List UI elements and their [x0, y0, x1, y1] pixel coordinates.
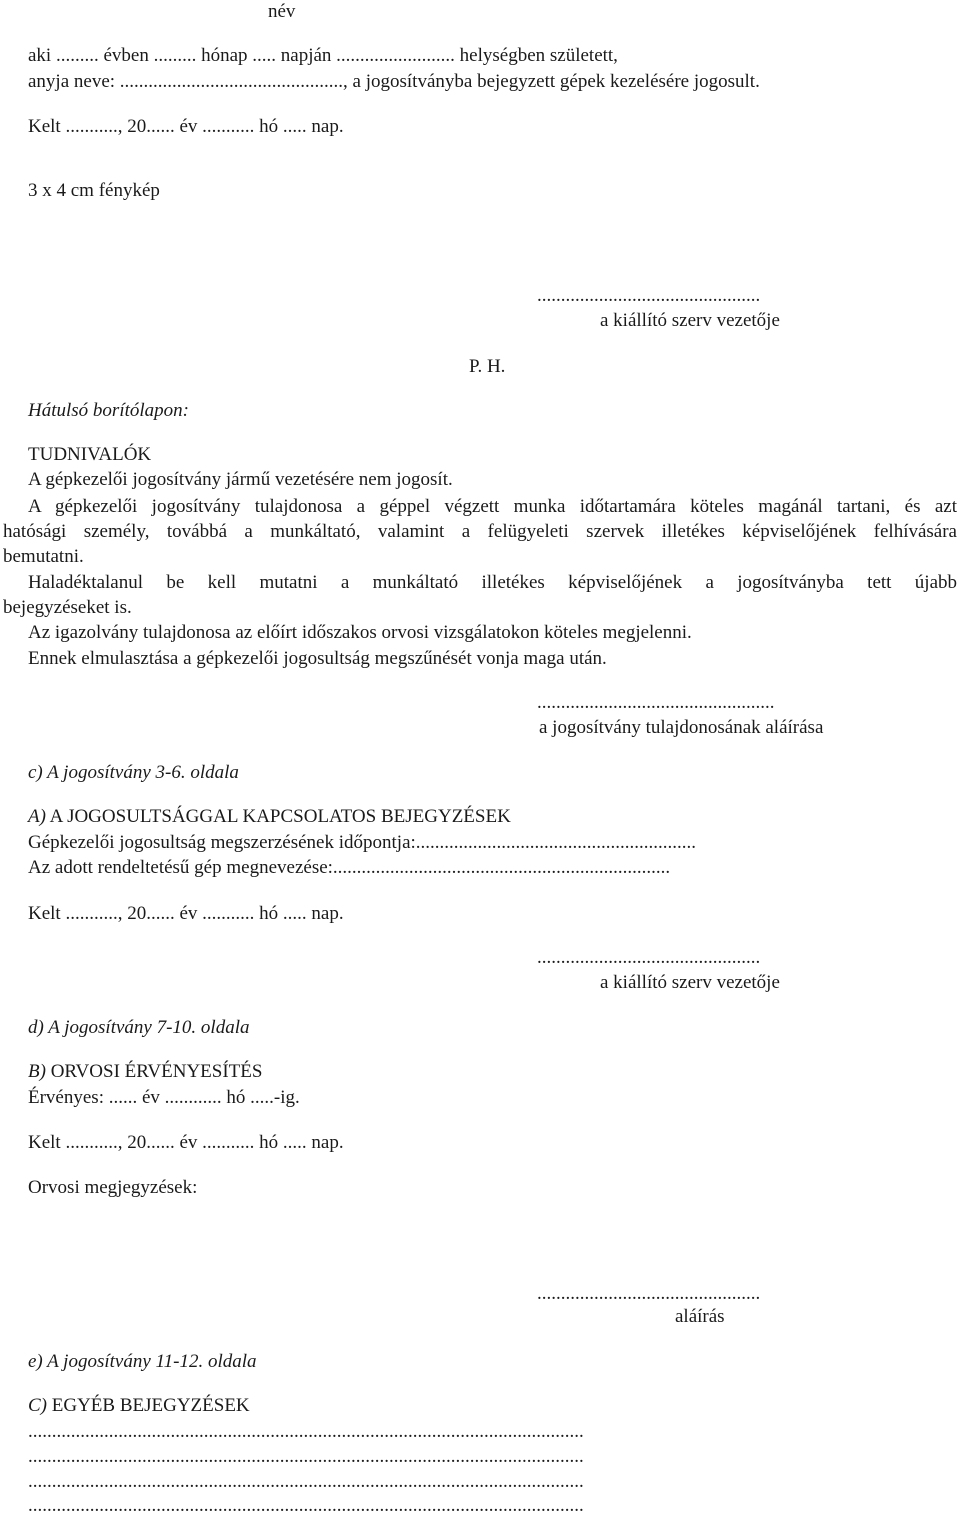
- photo-placeholder: 3 x 4 cm fénykép: [28, 180, 160, 201]
- holder-signature-label: a jogosítvány tulajdonosának aláírása: [539, 717, 824, 738]
- name-label: név: [268, 1, 296, 22]
- notice-paragraph-2-line-2: hatósági személy, továbbá a munkáltató, valamint a felügyeleti szervek illetékes képviselőjének felhívására: [3, 521, 957, 542]
- birth-line: aki ......... évben ......... hónap ..... napján ......................... helységben született,: [28, 45, 618, 66]
- issuer-label: a kiállító szerv vezetője: [600, 310, 780, 331]
- section-c-heading: c) A jogosítvány 3-6. oldala: [28, 762, 239, 783]
- notice-paragraph-2-line-3: bemutatni.: [3, 546, 84, 567]
- section-b-title-text: ORVOSI ÉRVÉNYESÍTÉS: [50, 1061, 263, 1082]
- section-a-title: [28, 806, 511, 828]
- machine-name-line: Az adott rendeltetésű gép megnevezése:.......................................................................: [28, 857, 671, 878]
- section-a-title-text: A JOGOSULTSÁGGAL KAPCSOLATOS BEJEGYZÉSEK: [49, 806, 511, 827]
- holder-signature-dots: ..................................................: [537, 692, 775, 713]
- validity-line: Érvényes: ...... év ............ hó .....-ig.: [28, 1087, 300, 1108]
- doctor-signature-label: aláírás: [675, 1306, 725, 1327]
- qualification-date-line: Gépkezelői jogosultság megszerzésének időpontja:...........................................................: [28, 832, 697, 853]
- section-c-issuer-label: a kiállító szerv vezetője: [600, 972, 780, 993]
- section-b-prefix: B): [28, 1061, 46, 1082]
- section-d-heading: d) A jogosítvány 7-10. oldala: [28, 1017, 250, 1038]
- other-entries-line-1: .....................................................................................................................: [28, 1421, 584, 1442]
- section-d-date-line: Kelt ..........., 20...... év ........... hó ..... nap.: [28, 1132, 344, 1153]
- notice-heading: TUDNIVALÓK: [28, 444, 152, 465]
- notice-paragraph-5: Ennek elmulasztása a gépkezelői jogosultság megszűnését vonja maga után.: [28, 648, 607, 669]
- back-cover-heading: Hátulsó borítólapon:: [28, 400, 189, 421]
- section-b-title: [28, 1061, 262, 1083]
- other-entries-line-4: .....................................................................................................................: [28, 1495, 584, 1516]
- medical-remarks-label: Orvosi megjegyzések:: [28, 1177, 198, 1198]
- other-entries-line-2: .....................................................................................................................: [28, 1446, 584, 1467]
- other-entries-line-3: .....................................................................................................................: [28, 1471, 584, 1492]
- notice-paragraph-3-line-1: Haladéktalanul be kell mutatni a munkáltató illetékes képviselőjének a jogosítványba tett újabb: [28, 572, 957, 593]
- section-c-issuer-dots: ...............................................: [537, 947, 761, 968]
- section-c-date-line: Kelt ..........., 20...... év ........... hó ..... nap.: [28, 903, 344, 924]
- notice-paragraph-3-line-2: bejegyzéseket is.: [3, 597, 132, 618]
- section-e-heading: e) A jogosítvány 11-12. oldala: [28, 1351, 257, 1372]
- doctor-signature-dots: ...............................................: [537, 1283, 761, 1304]
- section-a-prefix: A): [28, 806, 46, 827]
- notice-paragraph-4: Az igazolvány tulajdonosa az előírt időszakos orvosi vizsgálatokon köteles megjelenni.: [28, 622, 692, 643]
- stamp-placeholder: P. H.: [469, 356, 506, 377]
- section-c-prefix: C): [28, 1395, 47, 1416]
- issuer-signature-dots: ...............................................: [537, 285, 761, 306]
- mother-name-line: anyja neve: ..............................................., a jogosítványba bejegyzett gépek kezelésére jogosult.: [28, 71, 760, 92]
- notice-paragraph-2-line-1: A gépkezelői jogosítvány tulajdonosa a géppel végzett munka időtartamára köteles magánál tartani, és azt: [28, 496, 957, 517]
- section-c-title: [28, 1395, 250, 1417]
- section-c-title-text: EGYÉB BEJEGYZÉSEK: [51, 1395, 250, 1416]
- date-line: Kelt ..........., 20...... év ........... hó ..... nap.: [28, 116, 344, 137]
- notice-paragraph-1: A gépkezelői jogosítvány jármű vezetésére nem jogosít.: [28, 469, 453, 490]
